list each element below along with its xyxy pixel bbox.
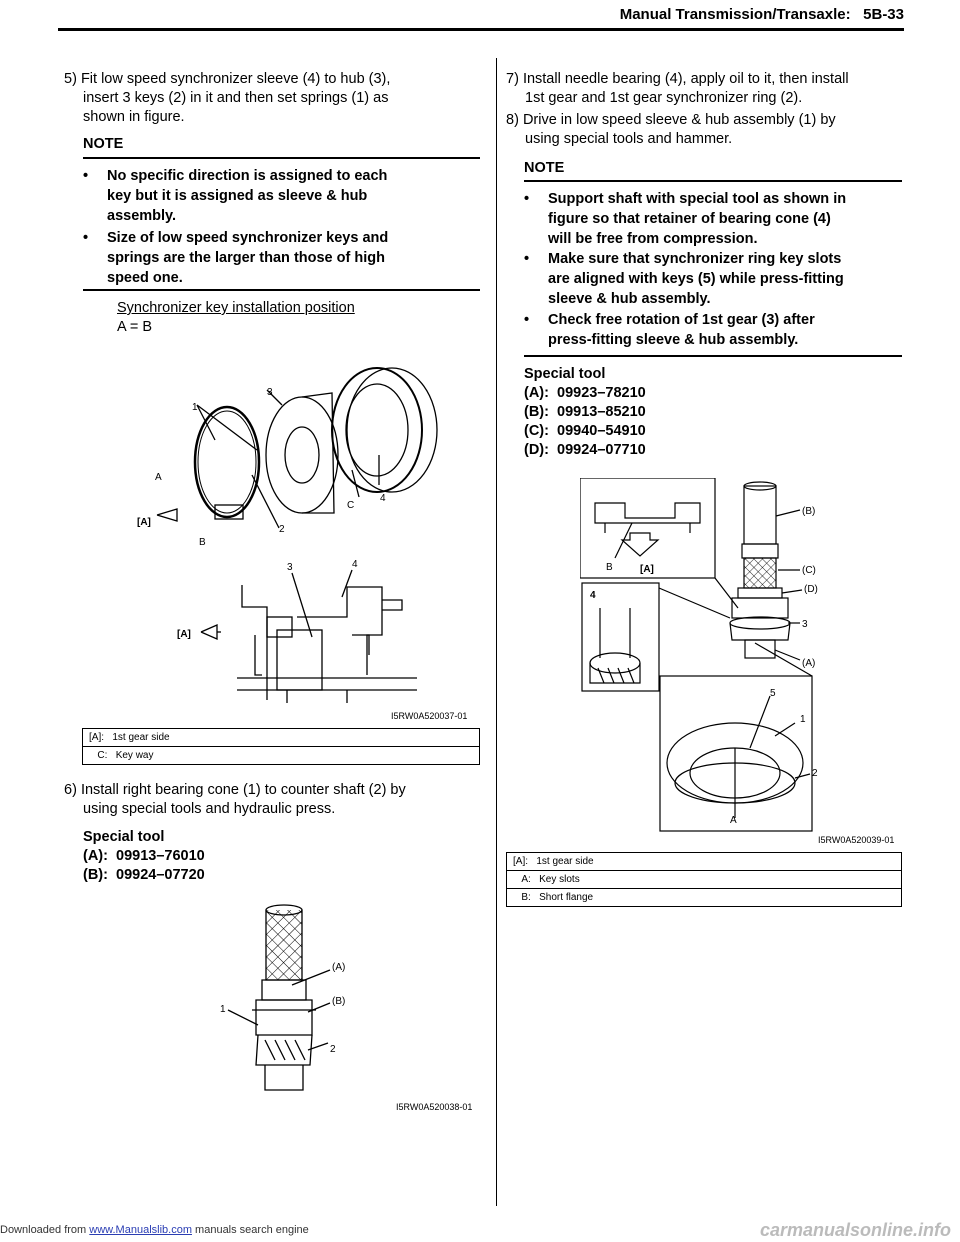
callout-B: B: [199, 537, 206, 548]
step-5: 5) Fit low speed synchronizer sleeve (4) to hub (3), insert 3 keys (2) in it and then set springs (1) as shown in figure.: [64, 71, 391, 125]
callout-1st-gear-side: [A]: [640, 564, 654, 575]
figure-code: I5RW0A520039-01: [818, 835, 895, 845]
step-6: 6) Install right bearing cone (1) to counter shaft (2) by using special tools and hydraulic press.: [64, 782, 406, 817]
callout-2: 2: [279, 524, 285, 535]
note-rule-bottom: [524, 355, 902, 357]
sync-equation: A = B: [117, 319, 153, 335]
footer: Downloaded from www.Manualslib.com manuals search engine: [0, 1224, 309, 1236]
figure-code: I5RW0A520037-01: [391, 711, 468, 721]
note-item: • Check free rotation of 1st gear (3) after press-fitting sleeve & hub assembly.: [524, 312, 815, 348]
page-number: 5B-33: [863, 6, 904, 23]
callout-B-short-flange: B: [606, 562, 613, 573]
callout-4: 4: [380, 493, 386, 504]
note-rule-top: [524, 180, 902, 182]
legend-row: [A]: 1st gear side: [83, 729, 480, 747]
callout-C: C: [347, 500, 355, 511]
note-rule-bottom: [83, 289, 480, 291]
callout-D: (D): [804, 584, 818, 595]
callout-1: 1: [220, 1004, 226, 1015]
callout-C: (C): [802, 565, 816, 576]
special-tool-block: Special tool (A): 09923–78210 (B): 09913–85210 (C): 09940–54910 (D): 09924–07710: [524, 366, 646, 458]
step-7: 7) Install needle bearing (4), apply oil to it, then install 1st gear and 1st gear synchronizer ring (2).: [506, 71, 849, 106]
figure-legend: [82, 728, 480, 765]
note-rule-top: [83, 157, 480, 159]
callout-A: A: [155, 472, 162, 483]
legend-row: C: Key way: [83, 747, 480, 765]
callout-B-tool: (B): [802, 506, 816, 517]
callout-1: 1: [800, 714, 806, 725]
callout-1: 1: [192, 402, 198, 413]
callout-4-section: 4: [352, 559, 358, 570]
callout-5: 5: [770, 688, 776, 699]
figure-legend: [506, 852, 902, 907]
note-item: • No specific direction is assigned to each key but it is assigned as sleeve & hub assembly.: [83, 168, 388, 224]
note-item: • Support shaft with special tool as shown in figure so that retainer of bearing cone (4) will be free from compression.: [524, 191, 847, 247]
callout-1st-gear-side: [A]: [137, 517, 151, 528]
legend-row: [A]: 1st gear side: [507, 853, 902, 871]
page-header: [586, 6, 904, 23]
callout-A: (A): [332, 962, 346, 973]
callout-3: 3: [267, 387, 273, 398]
sleeve-hub-figure: [580, 478, 905, 838]
header-rule: [58, 28, 904, 31]
note-label: NOTE: [524, 160, 565, 176]
callout-3-section: 3: [287, 562, 293, 573]
manualslib-link[interactable]: www.Manualslib.com: [89, 1224, 192, 1236]
special-tool-block: Special tool (A): 09913–76010 (B): 09924–07720: [83, 829, 205, 883]
watermark: carmanualsonline.info: [760, 1220, 952, 1240]
callout-B: (B): [332, 996, 346, 1007]
sync-title: Synchronizer key installation position: [117, 300, 355, 316]
callout-4: 4: [590, 590, 596, 601]
callout-A-key-slots: A: [730, 815, 737, 826]
note-item: • Size of low speed synchronizer keys and springs are the larger than those of high speed one.: [83, 230, 389, 286]
callout-A-tool: (A): [802, 658, 816, 669]
legend-row: B: Short flange: [507, 889, 902, 907]
synchronizer-figure: [117, 345, 483, 723]
step-8: 8) Drive in low speed sleeve & hub assembly (1) by using special tools and hammer.: [506, 112, 836, 147]
callout-3: 3: [802, 619, 808, 630]
bearing-cone-figure: [210, 900, 490, 1120]
header-title: Manual Transmission/Transaxle:: [619, 6, 851, 23]
legend-row: A: Key slots: [507, 871, 902, 889]
callout-2: 2: [330, 1044, 336, 1055]
callout-1st-gear-side-section: [A]: [177, 629, 191, 640]
figure-code: I5RW0A520038-01: [396, 1102, 473, 1112]
callout-2: 2: [812, 768, 818, 779]
note-label: NOTE: [83, 136, 124, 152]
note-item: • Make sure that synchronizer ring key slots are aligned with keys (5) while press-fitting sleeve & hub assembly.: [524, 251, 844, 307]
column-divider: [496, 58, 497, 1206]
